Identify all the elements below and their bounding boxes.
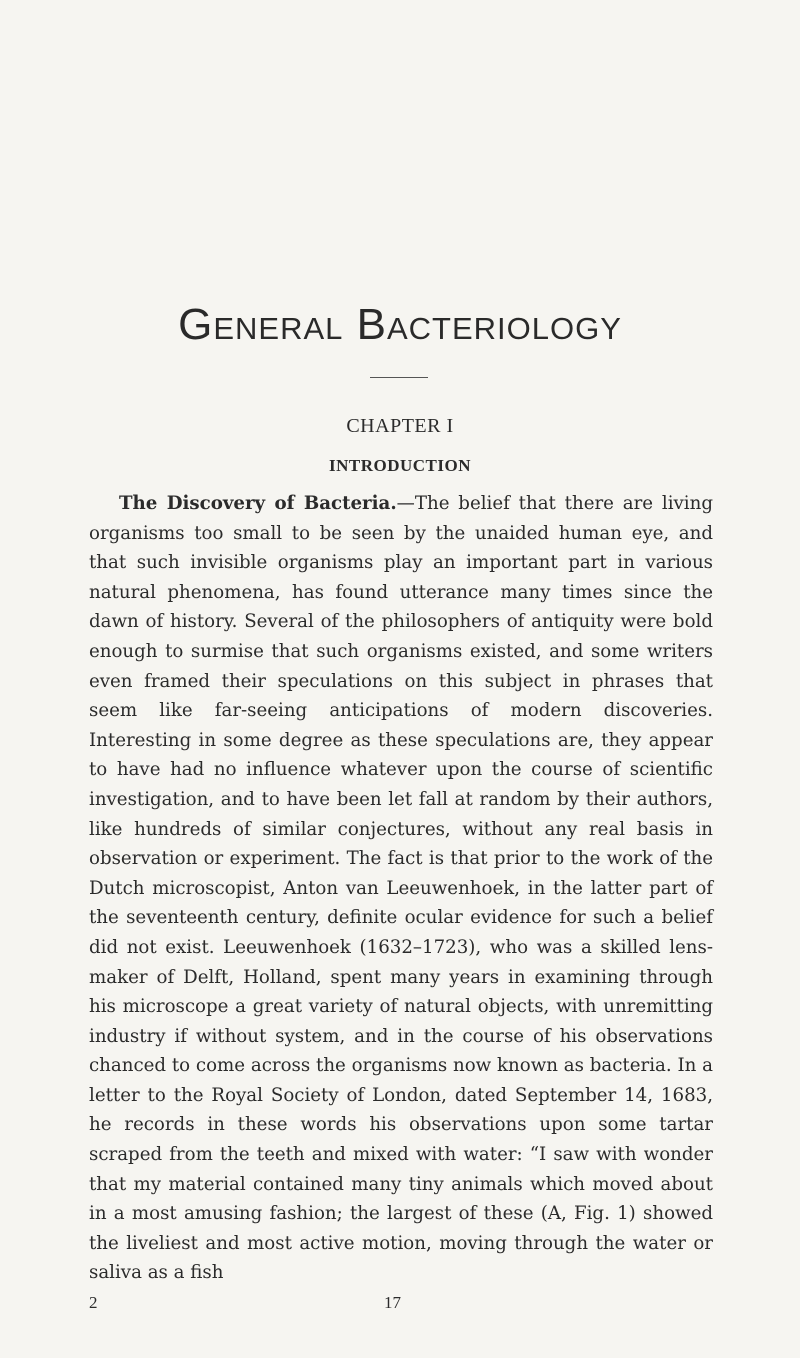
- page-number: 17: [384, 1293, 401, 1312]
- body-paragraph: [89, 489, 713, 1288]
- title-divider: [370, 377, 428, 378]
- paragraph-lead: The Discovery of Bacteria.: [119, 493, 397, 514]
- chapter-heading: CHAPTER I: [346, 415, 454, 437]
- book-title: General Bacteriology: [178, 300, 622, 349]
- paragraph-text: —The belief that there are living organisms too small to be seen by the unaided human eye, and that such invisible organisms play an important part in various natural phenomena, has found utterance many times since the dawn of history. Several of the philosophers of antiquity were bold enough to surmise that such organisms existed, and some writers even framed their speculations on this subject in phrases that seem like far-seeing anticipations of modern discoveries. Interesting in some degree as these speculations are, they appear to have had no influence whatever upon the course of scientific investigation, and to have been let fall at random by their authors, like hundreds of similar conjectures, without any real basis in observation or experiment. The fact is that prior to the work of the Dutch microscopist, Anton van Leeuwenhoek, in the latter part of the seventeenth century, definite ocular evidence for such a belief did not exist. Leeuwenhoek (1632–1723), who was a skilled lens-maker of Delft, Holland, spent many years in examining through his microscope a great variety of natural objects, with unremitting industry if without system, and in the course of his observations chanced to come across the organisms now known as bacteria. In a letter to the Royal Society of London, dated September 14, 1683, he records in these words his observations upon some tartar scraped from the teeth and mixed with water: “I saw with wonder that my material contained many tiny animals which moved about in a most amusing fashion; the largest of these (A, Fig. 1) showed the liveliest and most active motion, moving through the water or saliva as a fish: [89, 493, 713, 1284]
- signature-mark: 2: [89, 1293, 98, 1312]
- section-heading: INTRODUCTION: [328, 456, 472, 475]
